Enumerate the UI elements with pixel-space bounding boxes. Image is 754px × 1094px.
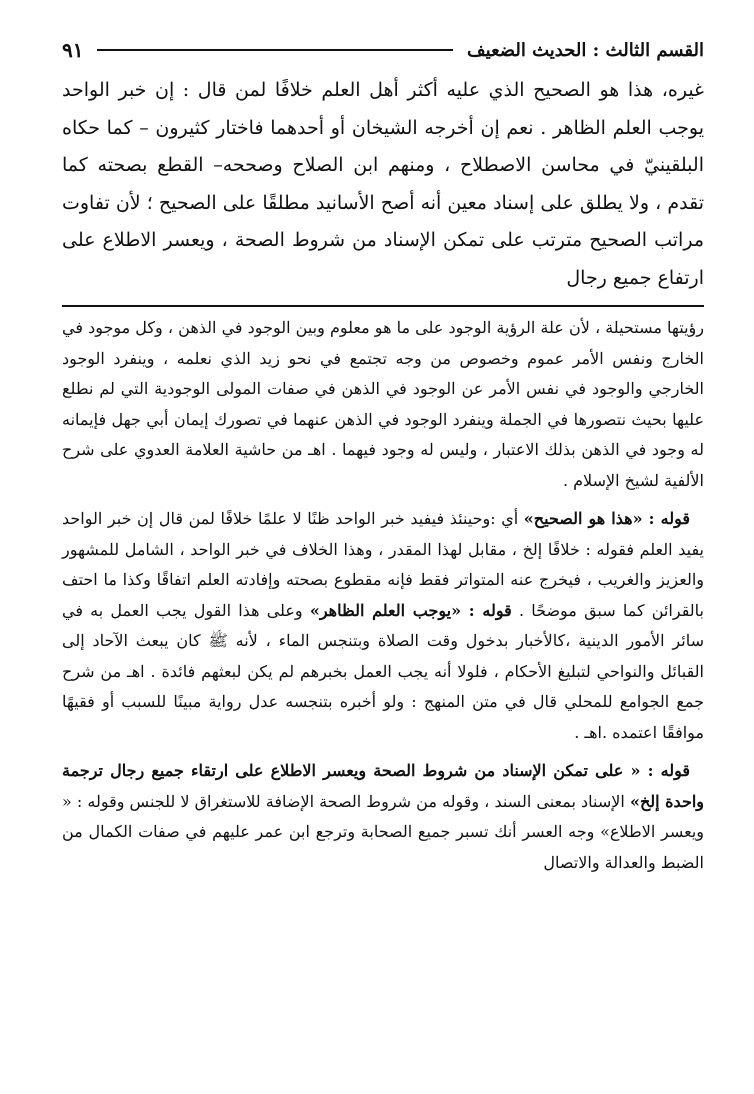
footnote-paragraph [62,504,704,748]
header-rule [97,49,453,51]
chapter-title: القسم الثالث : الحديث الضعيف [467,39,704,61]
footnote-text: وعلى هذا القول يجب العمل به في سائر الأمور الدينية ،كالأخبار بدخول وقت الصلاة وبتنجس الماء ، لأنه ﷺ كان يبعث الآحاد إلى القبائل والنواحي لتبليغ الأحكام ، فلولا أنه يجب العمل بخبرهم لم يكن لبعثهم فائدة . اهـ من شرح جمع الجوامع للمحلي قال في متن المنهج : ولو أخبره بتنجسه عدل رواية مبينًا للسبب أو فقيهًا موافقًا اعتمده .اهـ . [62,600,704,742]
footnote-lemma: قوله : « على تمكن الإسناد من شروط الصحة ويعسر الاطلاع على ارتقاء جميع رجال ترجمة واحدة إلخ» [62,761,705,811]
main-paragraph: غيره، هذا هو الصحيح الذي عليه أكثر أهل العلم خلافًا لمن قال : إن خبر الواحد يوجب العلم الظاهر . نعم إن أخرجه الشيخان أو أحدهما فاختار كثيرون – كما حكاه البلقينيّ في محاسن الاصطلاح ، ومنهم ابن الصلاح وصححه– القطع بصحته كما تقدم ، ولا يطلق على إسناد معين أنه أصح الأسانيد مطلقًا على الصحيح ؛ لأن تفاوت مراتب الصحيح مترتب على تمكن الإسناد من شروط الصحة ، ويعسر الاطلاع على ارتفاع جميع رجال [62,79,704,289]
footnotes [62,313,704,878]
page-number: ٩١ [62,38,84,62]
book-page [62,34,704,886]
footnote-paragraph [62,756,704,878]
running-header [62,34,704,66]
main-text [62,72,704,297]
footnote-text: الإسناد بمعنى السند ، وقوله من شروط الصحة الإضافة للاستغراق لا للجنس وقوله : « ويعسر الاطلاع» وجه العسر أنك تسبر جميع الصحابة وترجع ابن عمر عليهم في صفات الكمال من الضبط والعدالة والاتصال [62,791,704,872]
footnote-lemma: قوله : «يوجب العلم الظاهر» [309,600,512,620]
footnote-lemma: قوله : «هذا هو الصحيح» [523,509,691,528]
footnote-text: أي :وحينئذ فيفيد خبر الواحد ظنًا لا علمًا خلافًا لمن قال إن خبر الواحد يفيد العلم فقوله : خلافًا إلخ ، مقابل لهذا المقدر ، وهذا الخلاف في خبر الواحد ، الشامل للمشهور والعزيز والغريب ، فيخرج عنه المتواتر فقط فإنه مقطوع بصحته وإفادته العلم اتفاقًا وكذا ما احتف بالقرائن كما سبق موضحًا . [62,509,704,620]
footnote-separator [62,305,704,307]
footnote-continuation: رؤيتها مستحيلة ، لأن علة الرؤية الوجود على ما هو معلوم وبين الوجود في الذهن ، وكل موجود في الخارج ونفس الأمر عموم وخصوص من وجه تجتمع في نحو زيد الذي نعلمه ، وينفرد الوجود الخارجي والوجود في نفس الأمر عن الوجود في الذهن في صفات المولى الوجودية التي لم نطلع عليها بحيث نتصورها في الجملة وينفرد الوجود في الذهن عنهما في تصورك إيمان أبي جهل فإيمانه له وجود في الذهن بذلك الاعتبار ، وليس له وجود فيهما . اهـ من حاشية العلامة العدوي على شرح الألفية لشيخ الإسلام . [62,318,705,490]
